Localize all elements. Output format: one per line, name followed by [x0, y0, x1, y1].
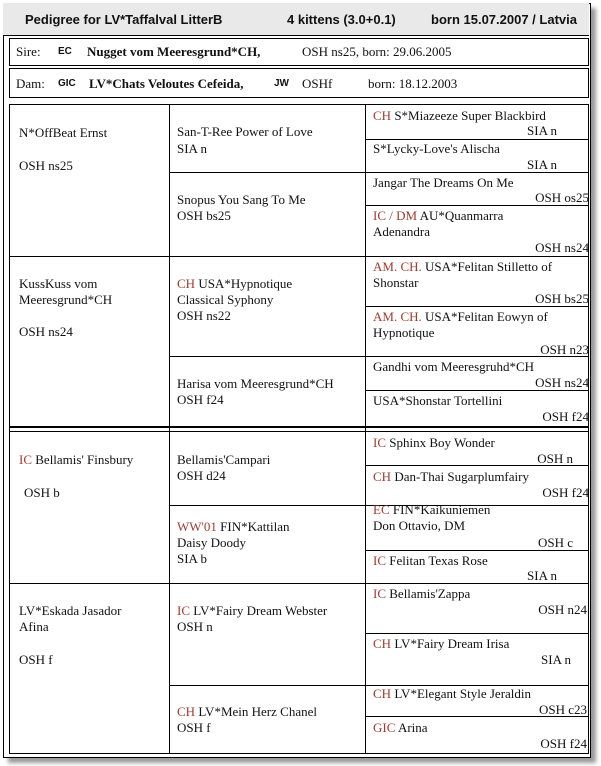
ggp-code: SIA n — [527, 568, 557, 583]
ggp-code: OSH bs25 — [535, 291, 589, 306]
row-divider — [169, 172, 589, 173]
grandparent-code: OSH f — [177, 720, 211, 735]
sire-label: Sire: — [16, 44, 41, 59]
ggp-code: SIA n — [541, 652, 571, 667]
ggp-code: OSH os25 — [535, 190, 589, 205]
grandparent-entry — [177, 519, 289, 535]
ggp-title: GIC — [373, 720, 396, 735]
row-divider — [169, 356, 589, 357]
ggp-name: Jangar The Dreams On Me — [373, 175, 514, 190]
ggp-name: LV*Fairy Dream Irisa — [394, 636, 510, 651]
dam-born: born: 18.12.2003 — [368, 76, 458, 91]
ggp-entry — [373, 108, 546, 124]
grandparent-code: OSH bs25 — [177, 208, 231, 223]
ggp-code: OSH n23 — [540, 342, 589, 357]
ggp-code: SIA n — [527, 123, 557, 138]
ggp-name: S*Lycky-Love's Alischa — [373, 141, 500, 156]
half-divider — [9, 431, 589, 432]
parent-code: OSH ns24 — [19, 324, 73, 339]
grandparent-name: Bellamis'Campari — [177, 452, 271, 467]
ggp-name: Arina — [397, 720, 428, 735]
ggp-code: OSH f24 — [542, 485, 589, 500]
sire-title: EC — [58, 46, 72, 57]
grandparent-code: SIA b — [177, 551, 207, 566]
grandparent-entry — [177, 603, 327, 619]
sire-code: OSH ns25, born: 29.06.2005 — [302, 44, 452, 59]
grandparent-title: IC — [177, 603, 190, 618]
ggp-title: CH — [373, 108, 392, 123]
ggp-code: OSH c23 — [538, 702, 587, 717]
ggp-title: AM. CH. — [373, 259, 422, 274]
kitten-count: 4 kittens (3.0+0.1) — [287, 12, 396, 27]
birth-info: born 15.07.2007 / Latvia — [431, 12, 577, 27]
ggp-code: OSH n24 — [538, 602, 587, 617]
grandparent-name: LV*Mein Herz Chanel — [198, 704, 317, 719]
ggp-name: Sphinx Boy Wonder — [389, 435, 495, 450]
grandparent-code: SIA n — [177, 141, 207, 156]
ggp-name: Don Ottavio, DM — [373, 518, 466, 533]
ggp-title: IC — [373, 435, 386, 450]
dam-label: Dam: — [16, 76, 45, 91]
half-divider — [9, 426, 589, 428]
ggp-name: S*Miazeeze Super Blackbird — [394, 108, 546, 123]
parent-code: OSH ns25 — [19, 158, 73, 173]
ggp-title: CH — [373, 636, 392, 651]
ggp-title: IC — [373, 586, 386, 601]
ggp-entry — [373, 208, 503, 224]
ggp-code: OSH f24 — [542, 409, 589, 424]
ggp-code: OSH n — [537, 451, 573, 466]
grandparent-code: OSH ns22 — [177, 308, 231, 323]
ggp-code: OSH ns24 — [535, 375, 589, 390]
ggp-title: IC — [373, 553, 386, 568]
grandparent-name: USA*Hypnotique — [198, 276, 293, 291]
ggp-name: FIN*Kaikuniemen — [392, 502, 491, 517]
pedigree-header — [3, 3, 589, 36]
parent-name: KussKuss vom — [19, 276, 98, 291]
ggp-entry — [373, 435, 495, 451]
row-divider — [365, 139, 589, 140]
ggp-name: Shonstar — [373, 275, 419, 290]
ggp-title: AM. CH. — [373, 309, 422, 324]
ggp-name: Bellamis'Zappa — [389, 586, 471, 601]
parent-name: Bellamis' Finsbury — [35, 452, 134, 467]
grandparent-name: LV*Fairy Dream Webster — [193, 603, 328, 618]
parent-entry — [19, 452, 133, 468]
ggp-code: OSH f24 — [540, 736, 587, 751]
ggp-entry — [373, 720, 428, 736]
parent-name: LV*Eskada Jasador — [19, 603, 122, 618]
column-divider — [365, 104, 366, 754]
grandparent-name: Harisa vom Meeresgrund*CH — [177, 376, 334, 391]
ggp-name: Dan-Thai Sugarplumfairy — [394, 469, 529, 484]
parent-name: Meeresgrund*CH — [19, 292, 113, 307]
grandparent-title: CH — [177, 704, 196, 719]
ggp-code: SIA n — [527, 157, 557, 172]
dam-title: GIC — [58, 78, 76, 89]
dam-code: OSHf — [302, 76, 333, 91]
ggp-name: Gandhi vom Meeresgruhd*CH — [373, 359, 535, 374]
grandparent-title: CH — [177, 276, 196, 291]
parent-code: OSH b — [24, 485, 60, 500]
ggp-name: Adenandra — [373, 224, 431, 239]
parent-name: Afina — [19, 619, 49, 634]
ggp-name: AU*Quanmarra — [419, 208, 504, 223]
grandparent-code: OSH n — [177, 619, 213, 634]
ggp-title: CH — [373, 686, 392, 701]
ggp-name: LV*Elegant Style Jeraldin — [394, 686, 532, 701]
grandparent-entry — [177, 704, 317, 720]
ggp-entry — [373, 686, 531, 702]
ggp-name: USA*Shonstar Tortellini — [373, 393, 503, 408]
ggp-entry — [373, 553, 488, 569]
grandparent-name: Daisy Doody — [177, 535, 246, 550]
dam-jw: JW — [274, 78, 289, 89]
ggp-title: IC / DM — [373, 208, 418, 223]
grandparent-name: San-T-Ree Power of Love — [177, 124, 313, 139]
row-divider — [9, 256, 589, 257]
ggp-name: USA*Felitan Stilletto of — [425, 259, 553, 274]
ggp-entry — [373, 502, 490, 518]
ggp-entry — [373, 586, 470, 602]
ggp-entry — [373, 636, 509, 652]
sire-name: Nugget vom Meeresgrund*CH, — [87, 44, 261, 59]
ggp-code: OSH ns24 — [535, 240, 589, 255]
ggp-name: USA*Felitan Eowyn of — [425, 309, 548, 324]
parent-title: IC — [19, 452, 32, 467]
ggp-code: OSH c — [537, 535, 573, 550]
grandparent-name: FIN*Kattilan — [220, 519, 290, 534]
grandparent-code: OSH f24 — [177, 392, 224, 407]
ggp-entry — [373, 309, 548, 325]
row-divider — [9, 583, 589, 584]
parent-name: N*OffBeat Ernst — [19, 125, 108, 140]
grandparent-name: Classical Syphony — [177, 292, 274, 307]
column-divider — [169, 104, 170, 754]
ggp-entry — [373, 259, 552, 275]
ggp-entry — [373, 469, 529, 485]
row-divider — [365, 633, 589, 634]
parent-code: OSH f — [19, 652, 53, 667]
ggp-title: EC — [373, 502, 390, 517]
grandparent-code: OSH d24 — [177, 468, 226, 483]
ggp-name: Hypnotique — [373, 325, 435, 340]
grandparent-title: WW'01 — [177, 519, 217, 534]
ggp-name: Felitan Texas Rose — [389, 553, 488, 568]
grandparent-name: Snopus You Sang To Me — [177, 192, 306, 207]
ggp-title: CH — [373, 469, 392, 484]
grandparent-entry — [177, 276, 292, 292]
pedigree-title: Pedigree for LV*Taffalval LitterB — [25, 12, 223, 27]
dam-name: LV*Chats Veloutes Cefeida, — [89, 76, 244, 91]
